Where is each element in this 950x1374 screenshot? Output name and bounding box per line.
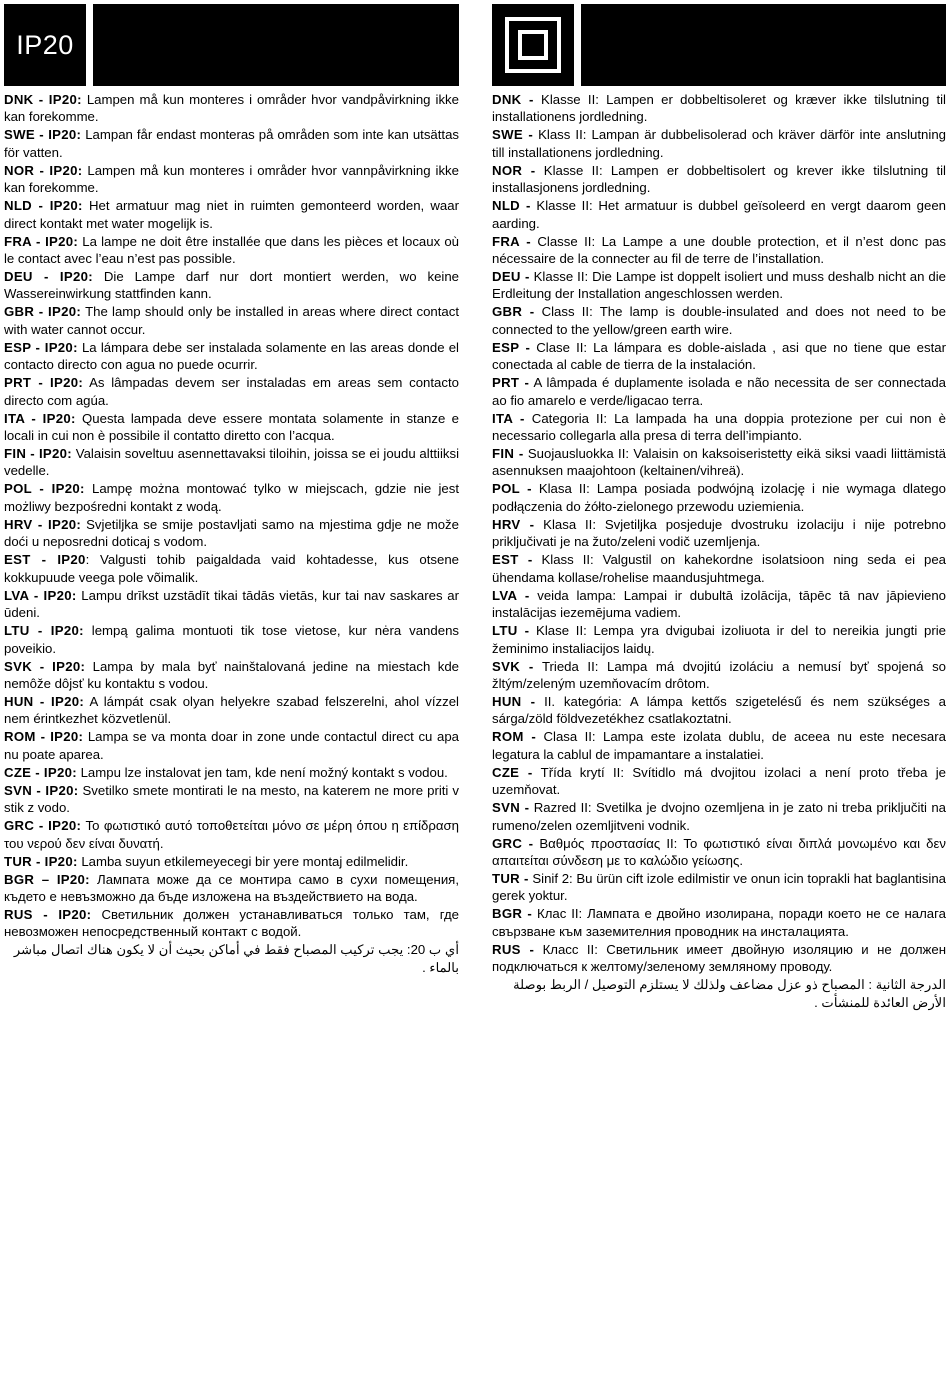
- language-code: TUR -: [492, 870, 529, 886]
- language-entry: [492, 835, 946, 870]
- language-entry: [4, 480, 459, 515]
- language-entry: [4, 871, 459, 906]
- language-code: DNK -: [492, 92, 534, 107]
- header-bar: [581, 4, 946, 86]
- class-ii-entries: [492, 91, 946, 976]
- entry-text: A lámpát csak olyan helyekre szabad felszerelni, ahol vízzel nem érintkezhet közvetlenül.: [4, 693, 459, 727]
- entry-text: Svjetiljka se smije postavljati samo na mjestima gdje ne može doći u neposredni doticaj s vodom.: [4, 516, 459, 550]
- language-code: NLD - IP20:: [4, 198, 83, 214]
- arabic-entry: الدرجة الثانية : المصباح ذو عزل مضاعف ولذلك لا يستلزم التوصيل / الربط بوصلة الأرض العائدة للمنشأت .: [513, 977, 946, 1010]
- entry-text: The lamp should only be installed in areas where direct contact with water cannot occur.: [4, 304, 459, 337]
- language-code: LTU - IP20:: [4, 623, 84, 639]
- language-entry: [4, 268, 459, 303]
- language-code: FRA -: [492, 233, 531, 249]
- language-entry: [4, 551, 459, 586]
- language-code: SVN - IP20:: [4, 782, 79, 798]
- language-code: EST - IP20: [4, 552, 86, 568]
- entry-text: Klass II: Lampan är dubbelisolerad och kräver därför inte anslutning till installationens jordledning.: [492, 127, 946, 160]
- entry-text: Razred II: Svetilka je dvojno ozemljena in je zato ni treba priključiti na rumeno/zelen ozemljitveni vodnik.: [492, 800, 946, 833]
- entry-text: Το φωτιστικό αυτό τοποθετείται μόνο σε μέρη όπου η επίδραση του νερού δεν είναι δυνατή.: [4, 818, 459, 851]
- language-code: FIN - IP20:: [4, 446, 72, 462]
- entry-text: Lampan får endast monteras på områden som inte kan utsättas för vatten.: [4, 127, 459, 160]
- language-code: PRT -: [492, 375, 530, 391]
- entry-text: Lampen må kun monteres i områder hvor vandpåvirkning ikke kan forekomme.: [4, 92, 459, 125]
- entry-text: Klasse II: Lampen er dobbeltisolert og krever ikke tilslutning til installasjonens jordledning.: [492, 162, 946, 196]
- entry-text: Lampę można montować tylko w miejscach, gdzie nie jest możliwy bezpośredni kontakt z wodą.: [4, 481, 459, 514]
- language-code: SVN -: [492, 800, 530, 816]
- language-entry: [492, 799, 946, 834]
- language-entry: [4, 339, 459, 374]
- language-entry: [4, 853, 459, 870]
- language-entry: [492, 197, 946, 232]
- language-code: ESP -: [492, 339, 531, 355]
- language-entry: [492, 126, 946, 161]
- entry-text: Clase II: La lámpara es doble-aislada , asi que no tiene que estar conectada al cable de tierra de la instalación.: [492, 339, 946, 373]
- language-code: SVK -: [492, 658, 534, 674]
- language-entry: [492, 941, 946, 976]
- language-entry: [4, 906, 459, 941]
- language-code: RUS - IP20:: [4, 906, 92, 922]
- language-entry: [4, 374, 459, 409]
- language-entry: [4, 197, 459, 232]
- language-code: SVK - IP20:: [4, 658, 86, 674]
- language-code: BGR -: [492, 906, 533, 922]
- entry-text: Klasse II: Lampen er dobbeltisoleret og kræver ikke tilslutning til installationens jordledning.: [492, 92, 946, 125]
- language-entry: [4, 445, 459, 480]
- language-code: HRV -: [492, 516, 535, 532]
- language-code: ITA -: [492, 410, 525, 426]
- entry-text: Klasa II: Svjetiljka posjeduje dvostruku izolaciju i nije potrebno priključivati je na žuto/zeleni vodič uzemljenja.: [492, 516, 946, 550]
- language-entry: [492, 91, 946, 126]
- entry-text: Lampa se va monta doar in zone unde contactul direct cu apa nu poate aparea.: [4, 729, 459, 762]
- entry-text: Klasse II: Het armatuur is dubbel geïsoleerd en vergt daarom geen aarding.: [492, 198, 946, 231]
- language-code: ESP - IP20:: [4, 339, 78, 355]
- language-code: HUN -: [492, 693, 536, 709]
- language-entry: [4, 162, 459, 197]
- language-code: GBR - IP20:: [4, 304, 82, 320]
- entry-text: Klasse II: Die Lampe ist doppelt isoliert und muss deshalb nicht an die Erdleitung der Installation angeschlossen werden.: [492, 269, 947, 302]
- entry-text: Svetilko smete montirati le na mesto, na katerem ne more priti v stik z vodo.: [4, 782, 459, 816]
- language-entry: [4, 91, 459, 126]
- language-code: FRA - IP20:: [4, 233, 79, 249]
- arabic-entry: أي ب 20: يجب تركيب المصباح فقط في أماكن بحيث أن لا يكون هناك اتصال مباشر بالماء .: [13, 942, 459, 975]
- entry-text: La lámpara debe ser instalada solamente en las areas donde el contacto directo con agua no puede ocurrir.: [4, 339, 459, 373]
- language-entry: [4, 410, 459, 445]
- language-entry: [492, 658, 946, 693]
- language-code: GRC - IP20:: [4, 818, 82, 834]
- class-ii-header: [492, 4, 946, 86]
- entry-text: : Valgusti tohib paigaldada vaid kohtadesse, kus otsene kokkupuude veega pole võimalik.: [4, 552, 459, 585]
- language-code: CZE -: [492, 764, 533, 780]
- entry-text: Klase II: Lempa yra dvigubai izoliuota ir del to nereikia jungti prie žeminimo instaliacijos laidų.: [492, 623, 946, 656]
- ip20-badge: IP20: [4, 4, 86, 86]
- entry-text: La lampe ne doit être installée que dans les pièces et locaux où le contact avec l’eau n’est pas possible.: [4, 233, 460, 267]
- language-code: ITA - IP20:: [4, 410, 76, 426]
- entry-text: Lampu drīkst uzstādīt tikai tādās vietās, kur tai nav saskares ar ūdeni.: [4, 587, 459, 621]
- language-code: POL -: [492, 481, 532, 497]
- language-code: LVA -: [492, 587, 530, 603]
- entry-text: Categoria II: La lampada ha una doppia protezione per cui non è necessario collegarla alla presa di terra dell’impianto.: [492, 410, 946, 444]
- entry-text: Klasa II: Lampa posiada podwójną izolację i nie wymaga dlatego podłączenia do żółto-zielonego przewodu uziemienia.: [492, 481, 946, 514]
- entry-text: veida lampa: Lampai ir dubultā izolācija, tāpēc tā nav jāpievieno instalācijas iezemējuma vadiem.: [492, 587, 946, 621]
- language-code: PRT - IP20:: [4, 375, 84, 391]
- language-entry: [4, 516, 459, 551]
- language-entry: [492, 233, 946, 268]
- language-code: NLD -: [492, 198, 531, 214]
- language-entry: [492, 764, 946, 799]
- language-code: BGR – IP20:: [4, 871, 90, 887]
- language-entry: [4, 817, 459, 852]
- double-insulation-class-ii-icon: [492, 4, 574, 86]
- language-entry: [4, 126, 459, 161]
- language-entry: [492, 551, 946, 586]
- entry-text: Class II: The lamp is double-insulated and does not need to be connected to the yellow/green earth wire.: [492, 304, 946, 337]
- language-entry: [492, 870, 946, 905]
- ip20-column: [4, 4, 459, 977]
- language-code: DEU -: [492, 269, 530, 285]
- entry-text: Lamba suyun etkilemeyecegi bir yere montaj edilmelidir.: [77, 853, 409, 869]
- ip20-entries: [4, 91, 459, 941]
- language-code: NOR - IP20:: [4, 162, 83, 178]
- language-code: DNK - IP20:: [4, 92, 82, 107]
- language-code: NOR -: [492, 162, 536, 178]
- language-entry: [4, 728, 459, 763]
- language-code: FIN -: [492, 446, 524, 462]
- entry-text: Класс II: Светильник имеет двойную изоляцию и не должен подключаться к желтому/зеленому земляному проводу.: [492, 941, 946, 975]
- language-entry: [492, 622, 946, 657]
- language-code: LTU -: [492, 623, 530, 639]
- entry-text: Het armatuur mag niet in ruimten gemonteerd worden, waar direct kontakt met water mogelijk is.: [4, 198, 459, 231]
- entry-text: Светильник должен устанавливаться только там, где невозможен непосредственный контакт с водой.: [4, 906, 459, 940]
- language-entry: [4, 233, 459, 268]
- ip20-header: [4, 4, 459, 86]
- entry-text: Questa lampada deve essere montata solamente in stanze e locali in cui non è possibile il contatto diretto con l’acqua.: [4, 410, 459, 444]
- language-entry: [4, 693, 459, 728]
- entry-text: As lâmpadas devem ser instaladas em areas sem contacto directo com agúa.: [4, 375, 459, 408]
- entry-text: II. kategória: A lámpa kettős szigetelésű és nem szükséges a sárga/zöld földvezetékhez csatlakoztatni.: [492, 693, 946, 727]
- entry-text: Βαθμός προστασίας II: Το φωτιστικό είναι διπλά μονωμένο και δεν απαιτείται σύνδεση με το καλώδιο γείωσης.: [492, 835, 946, 868]
- entry-text: Trieda II: Lampa má dvojitú izoláciu a nemusí byť spojená so žltým/zeleným uzemňovacím drôtom.: [492, 658, 946, 691]
- language-code: EST -: [492, 552, 533, 568]
- entry-text: A lâmpada é duplamente isolada e não necessita de ser connectada ao fio amarelo e verde/ligacao terra.: [492, 375, 946, 408]
- language-entry: [492, 268, 946, 303]
- language-entry: [4, 303, 459, 338]
- language-entry: [4, 622, 459, 657]
- entry-text: Клас II: Лампата е двойно изолирана, поради което не се налага свързване към заземителния проводник на инсталацията.: [492, 906, 946, 939]
- language-entry: [4, 782, 459, 817]
- language-entry: [492, 516, 946, 551]
- language-entry: [492, 905, 946, 940]
- entry-text: lempą galima montuoti tik tose vietose, kur nėra vandens poveikio.: [4, 623, 459, 656]
- language-entry: [492, 374, 946, 409]
- language-entry: [4, 658, 459, 693]
- entry-text: Valaisin soveltuu asennettavaksi tiloihin, joissa se ei joudu alttiiksi vedelle.: [4, 446, 459, 479]
- entry-text: Lampu lze instalovat jen tam, kde není možný kontakt s vodou.: [76, 764, 448, 780]
- language-entry: [4, 764, 459, 781]
- language-entry: [492, 410, 946, 445]
- symbol-outer-square: [505, 17, 561, 73]
- entry-text: Lampa by mala byť nainštalovaná jedine na miestach kde nemôže dôjsť ku kontaktu s vodou.: [4, 658, 460, 691]
- language-code: POL - IP20:: [4, 481, 85, 497]
- language-code: DEU - IP20:: [4, 269, 93, 285]
- entry-text: Clasa II: Lampa este izolata dublu, de aceea nu este necesara legatura la cablul de impamantare a instalatiei.: [492, 729, 946, 762]
- language-code: HUN - IP20:: [4, 693, 85, 709]
- language-code: CZE - IP20:: [4, 764, 77, 780]
- entry-text: Klass II: Valgustil on kahekordne isolatsioon ning seda ei pea ühendama kollase/rohelise maandusjuhtmega.: [492, 552, 946, 585]
- entry-text: Лампата може да се монтира само в сухи помещения, където е невъзможно да бъде изложена на въздействието на вода.: [4, 871, 459, 904]
- language-entry: [492, 480, 946, 515]
- language-entry: [492, 445, 946, 480]
- language-code: GRC -: [492, 835, 534, 851]
- language-code: LVA - IP20:: [4, 587, 77, 603]
- language-entry: [492, 587, 946, 622]
- entry-text: Die Lampe darf nur dort montiert werden, wo keine Wassereinwirkung stattfinden kann.: [4, 269, 460, 302]
- entry-text: Lampen må kun monteres i områder hvor vannpåvirkning ikke kan forekomme.: [4, 162, 459, 196]
- language-code: GBR -: [492, 304, 535, 320]
- class-ii-column: [492, 4, 946, 1012]
- language-code: SWE -: [492, 127, 534, 143]
- language-entry: [492, 339, 946, 374]
- language-code: ROM - IP20:: [4, 729, 84, 745]
- header-bar: [93, 4, 459, 86]
- language-code: SWE - IP20:: [4, 127, 82, 143]
- language-entry: [4, 587, 459, 622]
- language-code: ROM -: [492, 729, 537, 745]
- entry-text: Třída krytí II: Svítidlo má dvojitou izolaci a není proto třeba je uzemňovat.: [492, 764, 946, 798]
- language-code: TUR - IP20:: [4, 853, 78, 869]
- entry-text: Suojausluokka II: Valaisin on kaksoiseristetty eikä siksi vaadi liittämistä asennuksen maajohtoon (keltainen/vihreä).: [492, 446, 946, 479]
- language-entry: [492, 303, 946, 338]
- language-entry: [492, 162, 946, 197]
- entry-text: Classe II: La Lampe a une double protection, et il n’est donc pas nécessaire de la connecter au fil de terre de l’installation.: [492, 233, 947, 267]
- language-code: RUS -: [492, 941, 535, 957]
- symbol-inner-square: [518, 30, 548, 60]
- language-entry: [492, 693, 946, 728]
- language-entry: [492, 728, 946, 763]
- language-code: HRV - IP20:: [4, 516, 82, 532]
- entry-text: Sinif 2: Bu ürün cift izole edilmistir ve onun icin toprakli hat baglantisina gerek yoktur.: [492, 870, 946, 904]
